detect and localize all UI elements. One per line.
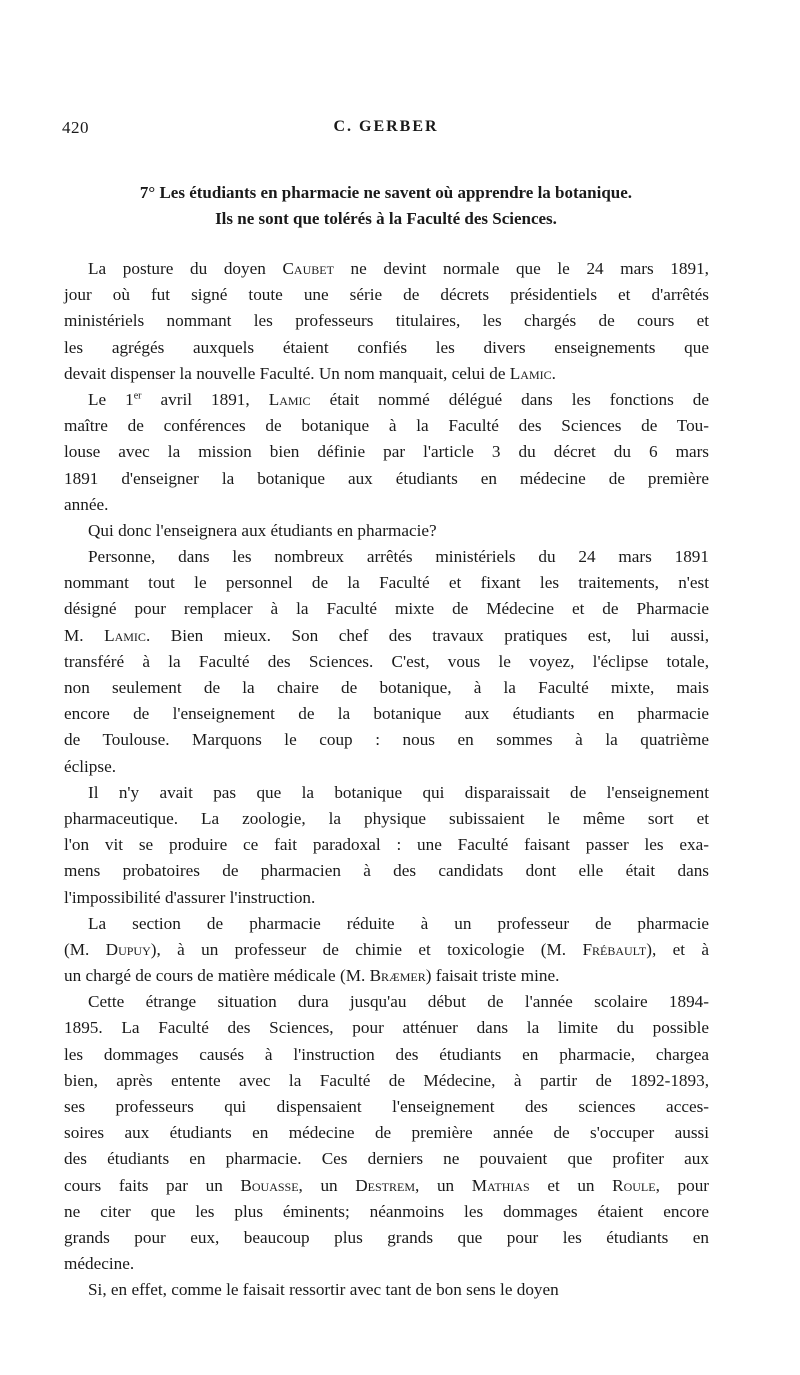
text-line bbox=[64, 1173, 709, 1199]
text-run: , pour bbox=[655, 1175, 710, 1195]
text-run: les dommages causés à l'instruction des étudiants en pharmacie, chargea bbox=[64, 1044, 709, 1064]
text-run: l'on vit se produire ce fait paradoxal : une Faculté faisant passer les exa- bbox=[64, 835, 709, 855]
text-line bbox=[64, 649, 709, 675]
text-run: mens probatoires de pharmacien à des candidats dont elle était dans bbox=[64, 861, 709, 881]
person-name: Roule bbox=[612, 1175, 656, 1195]
text-run: éclipse. bbox=[64, 756, 117, 776]
text-run: devait dispenser la nouvelle Faculté. Un nom manquait, celui de bbox=[64, 363, 510, 383]
text-run: La posture du doyen bbox=[88, 259, 283, 278]
text-run: des étudiants en pharmacie. Ces derniers ne pouvaient que profiter aux bbox=[64, 1149, 709, 1169]
text-line bbox=[64, 727, 709, 753]
text-line bbox=[64, 413, 709, 439]
text-line bbox=[64, 256, 709, 282]
text-run: ne devint normale que le 24 mars 1891, bbox=[333, 259, 709, 278]
text-run: ) faisait triste mine. bbox=[425, 966, 560, 986]
person-name: Bouasse bbox=[240, 1175, 299, 1195]
text-line bbox=[64, 885, 709, 911]
text-line bbox=[64, 963, 709, 989]
text-line bbox=[64, 387, 709, 413]
text-line bbox=[64, 1225, 709, 1251]
text-line bbox=[64, 439, 709, 465]
text-run: un chargé de cours de matière médicale (M. bbox=[64, 966, 370, 986]
text-run: M. bbox=[64, 625, 105, 645]
section-heading-line-1: 7° Les étudiants en pharmacie ne savent où apprendre la botanique. bbox=[139, 183, 633, 202]
text-run: Si, en effet, comme le faisait ressortir avec tant de bon sens le doyen bbox=[88, 1280, 559, 1300]
text-run: nommant tout le personnel de la Faculté et fixant les traitements, n'est bbox=[64, 573, 709, 593]
text-line bbox=[64, 1277, 709, 1303]
person-name: Frébault bbox=[582, 939, 647, 959]
person-name: Lamic bbox=[104, 625, 146, 645]
text-run: Qui donc l'enseignera aux étudiants en pharmacie? bbox=[88, 520, 437, 540]
text-run: de Toulouse. Marquons le coup : nous en sommes à la quatrième bbox=[64, 730, 709, 750]
text-run: Personne, dans les nombreux arrêtés ministériels du 24 mars 1891 bbox=[88, 547, 709, 567]
running-head: C. GERBER bbox=[333, 118, 439, 135]
text-run: avril 1891, bbox=[141, 389, 269, 409]
person-name: Lamic bbox=[268, 389, 311, 409]
text-run: cours faits par un bbox=[64, 1175, 241, 1195]
text-run: ministériels nommant les professeurs titulaires, les chargés de cours et bbox=[64, 311, 709, 331]
text-run: maître de conférences de botanique à la Faculté des Sciences de Tou- bbox=[64, 416, 709, 436]
text-run: année. bbox=[64, 494, 109, 514]
text-line bbox=[64, 1068, 709, 1094]
person-name: Mathias bbox=[471, 1175, 530, 1195]
text-line bbox=[64, 1120, 709, 1146]
text-run: La section de pharmacie réduite à un professeur de pharmacie bbox=[88, 913, 709, 933]
text-run: pharmaceutique. La zoologie, la physique subissaient le même sort et bbox=[64, 808, 709, 828]
text-run: bien, après entente avec la Faculté de Médecine, à partir de 1892-1893, bbox=[64, 1070, 709, 1090]
text-run: Il n'y avait pas que la botanique qui disparaissait de l'enseignement bbox=[88, 782, 709, 802]
text-line bbox=[64, 937, 709, 963]
text-run: , un bbox=[298, 1175, 356, 1195]
text-line bbox=[64, 308, 709, 334]
text-run: 1891 d'enseigner la botanique aux étudiants en médecine de première bbox=[64, 468, 709, 488]
text-run: désigné pour remplacer à la Faculté mixte de Médecine et de Pharmacie bbox=[64, 599, 709, 619]
text-run: non seulement de la chaire de botanique, à la Faculté mixte, mais bbox=[64, 678, 709, 697]
text-line bbox=[64, 544, 709, 570]
section-heading bbox=[62, 180, 710, 232]
person-name: Dupuy bbox=[105, 939, 151, 959]
text-run: soires aux étudiants en médecine de première année de s'occuper aussi bbox=[64, 1123, 709, 1143]
person-name: Lamic bbox=[509, 363, 552, 383]
text-line bbox=[64, 1094, 709, 1120]
text-run: Cette étrange situation dura jusqu'au début de l'année scolaire 1894- bbox=[88, 992, 709, 1012]
text-line bbox=[64, 596, 709, 622]
text-line bbox=[64, 623, 709, 649]
page-number: 420 bbox=[62, 118, 89, 137]
text-line bbox=[64, 335, 709, 361]
text-line bbox=[64, 1251, 709, 1277]
text-run: ), à un professeur de chimie et toxicologie (M. bbox=[150, 939, 583, 959]
page-header bbox=[62, 118, 710, 142]
text-run: et un bbox=[529, 1175, 613, 1195]
superscript: er bbox=[133, 390, 142, 402]
text-line bbox=[64, 858, 709, 884]
text-run: louse avec la mission bien définie par l'article 3 du décret du 6 mars bbox=[64, 442, 709, 462]
text-run: grands pour eux, beaucoup plus grands que pour les étudiants en bbox=[64, 1227, 709, 1247]
text-line bbox=[64, 1042, 709, 1068]
text-line bbox=[64, 1199, 709, 1225]
person-name: Destrem bbox=[355, 1175, 416, 1195]
body-text bbox=[64, 256, 709, 1304]
person-name: Caubet bbox=[282, 259, 334, 278]
text-line bbox=[64, 675, 709, 701]
person-name: Bræmer bbox=[369, 966, 426, 986]
text-line bbox=[64, 780, 709, 806]
text-line bbox=[64, 832, 709, 858]
text-run: jour où fut signé toute une série de décrets présidentiels et d'arrêtés bbox=[64, 285, 709, 305]
text-run: encore de l'enseignement de la botanique aux étudiants en pharmacie bbox=[64, 704, 709, 724]
text-line bbox=[64, 492, 709, 518]
text-run: les agrégés auxquels étaient confiés les divers enseignements que bbox=[64, 337, 709, 357]
text-line bbox=[64, 989, 709, 1015]
text-run: médecine. bbox=[64, 1254, 135, 1274]
text-line bbox=[64, 361, 709, 387]
text-run: Le 1 bbox=[88, 389, 134, 409]
text-line bbox=[64, 570, 709, 596]
text-run: 1895. La Faculté des Sciences, pour atténuer dans la limite du possible bbox=[64, 1018, 709, 1038]
text-run: ), et à bbox=[646, 939, 710, 959]
text-line bbox=[64, 701, 709, 727]
text-line bbox=[64, 518, 709, 544]
section-heading-line-2: Ils ne sont que tolérés à la Faculté des Sciences. bbox=[215, 209, 557, 228]
text-run: , un bbox=[415, 1175, 472, 1195]
text-run: ne citer que les plus éminents; néanmoins les dommages étaient encore bbox=[64, 1201, 709, 1221]
text-line bbox=[64, 754, 709, 780]
text-run: l'impossibilité d'assurer l'instruction. bbox=[64, 887, 316, 907]
text-line bbox=[64, 282, 709, 308]
text-line bbox=[64, 911, 709, 937]
text-line bbox=[64, 1146, 709, 1172]
text-line bbox=[64, 806, 709, 832]
text-run: était nommé délégué dans les fonctions de bbox=[310, 389, 709, 409]
text-line bbox=[64, 1015, 709, 1041]
text-run: (M. bbox=[64, 939, 106, 959]
text-run: . bbox=[551, 363, 556, 383]
text-line bbox=[64, 466, 709, 492]
text-run: ses professeurs qui dispensaient l'enseignement des sciences acces- bbox=[64, 1097, 709, 1116]
text-run: transféré à la Faculté des Sciences. C'est, vous le voyez, l'éclipse totale, bbox=[64, 651, 709, 671]
text-run: . Bien mieux. Son chef des travaux pratiques est, lui aussi, bbox=[145, 625, 709, 645]
